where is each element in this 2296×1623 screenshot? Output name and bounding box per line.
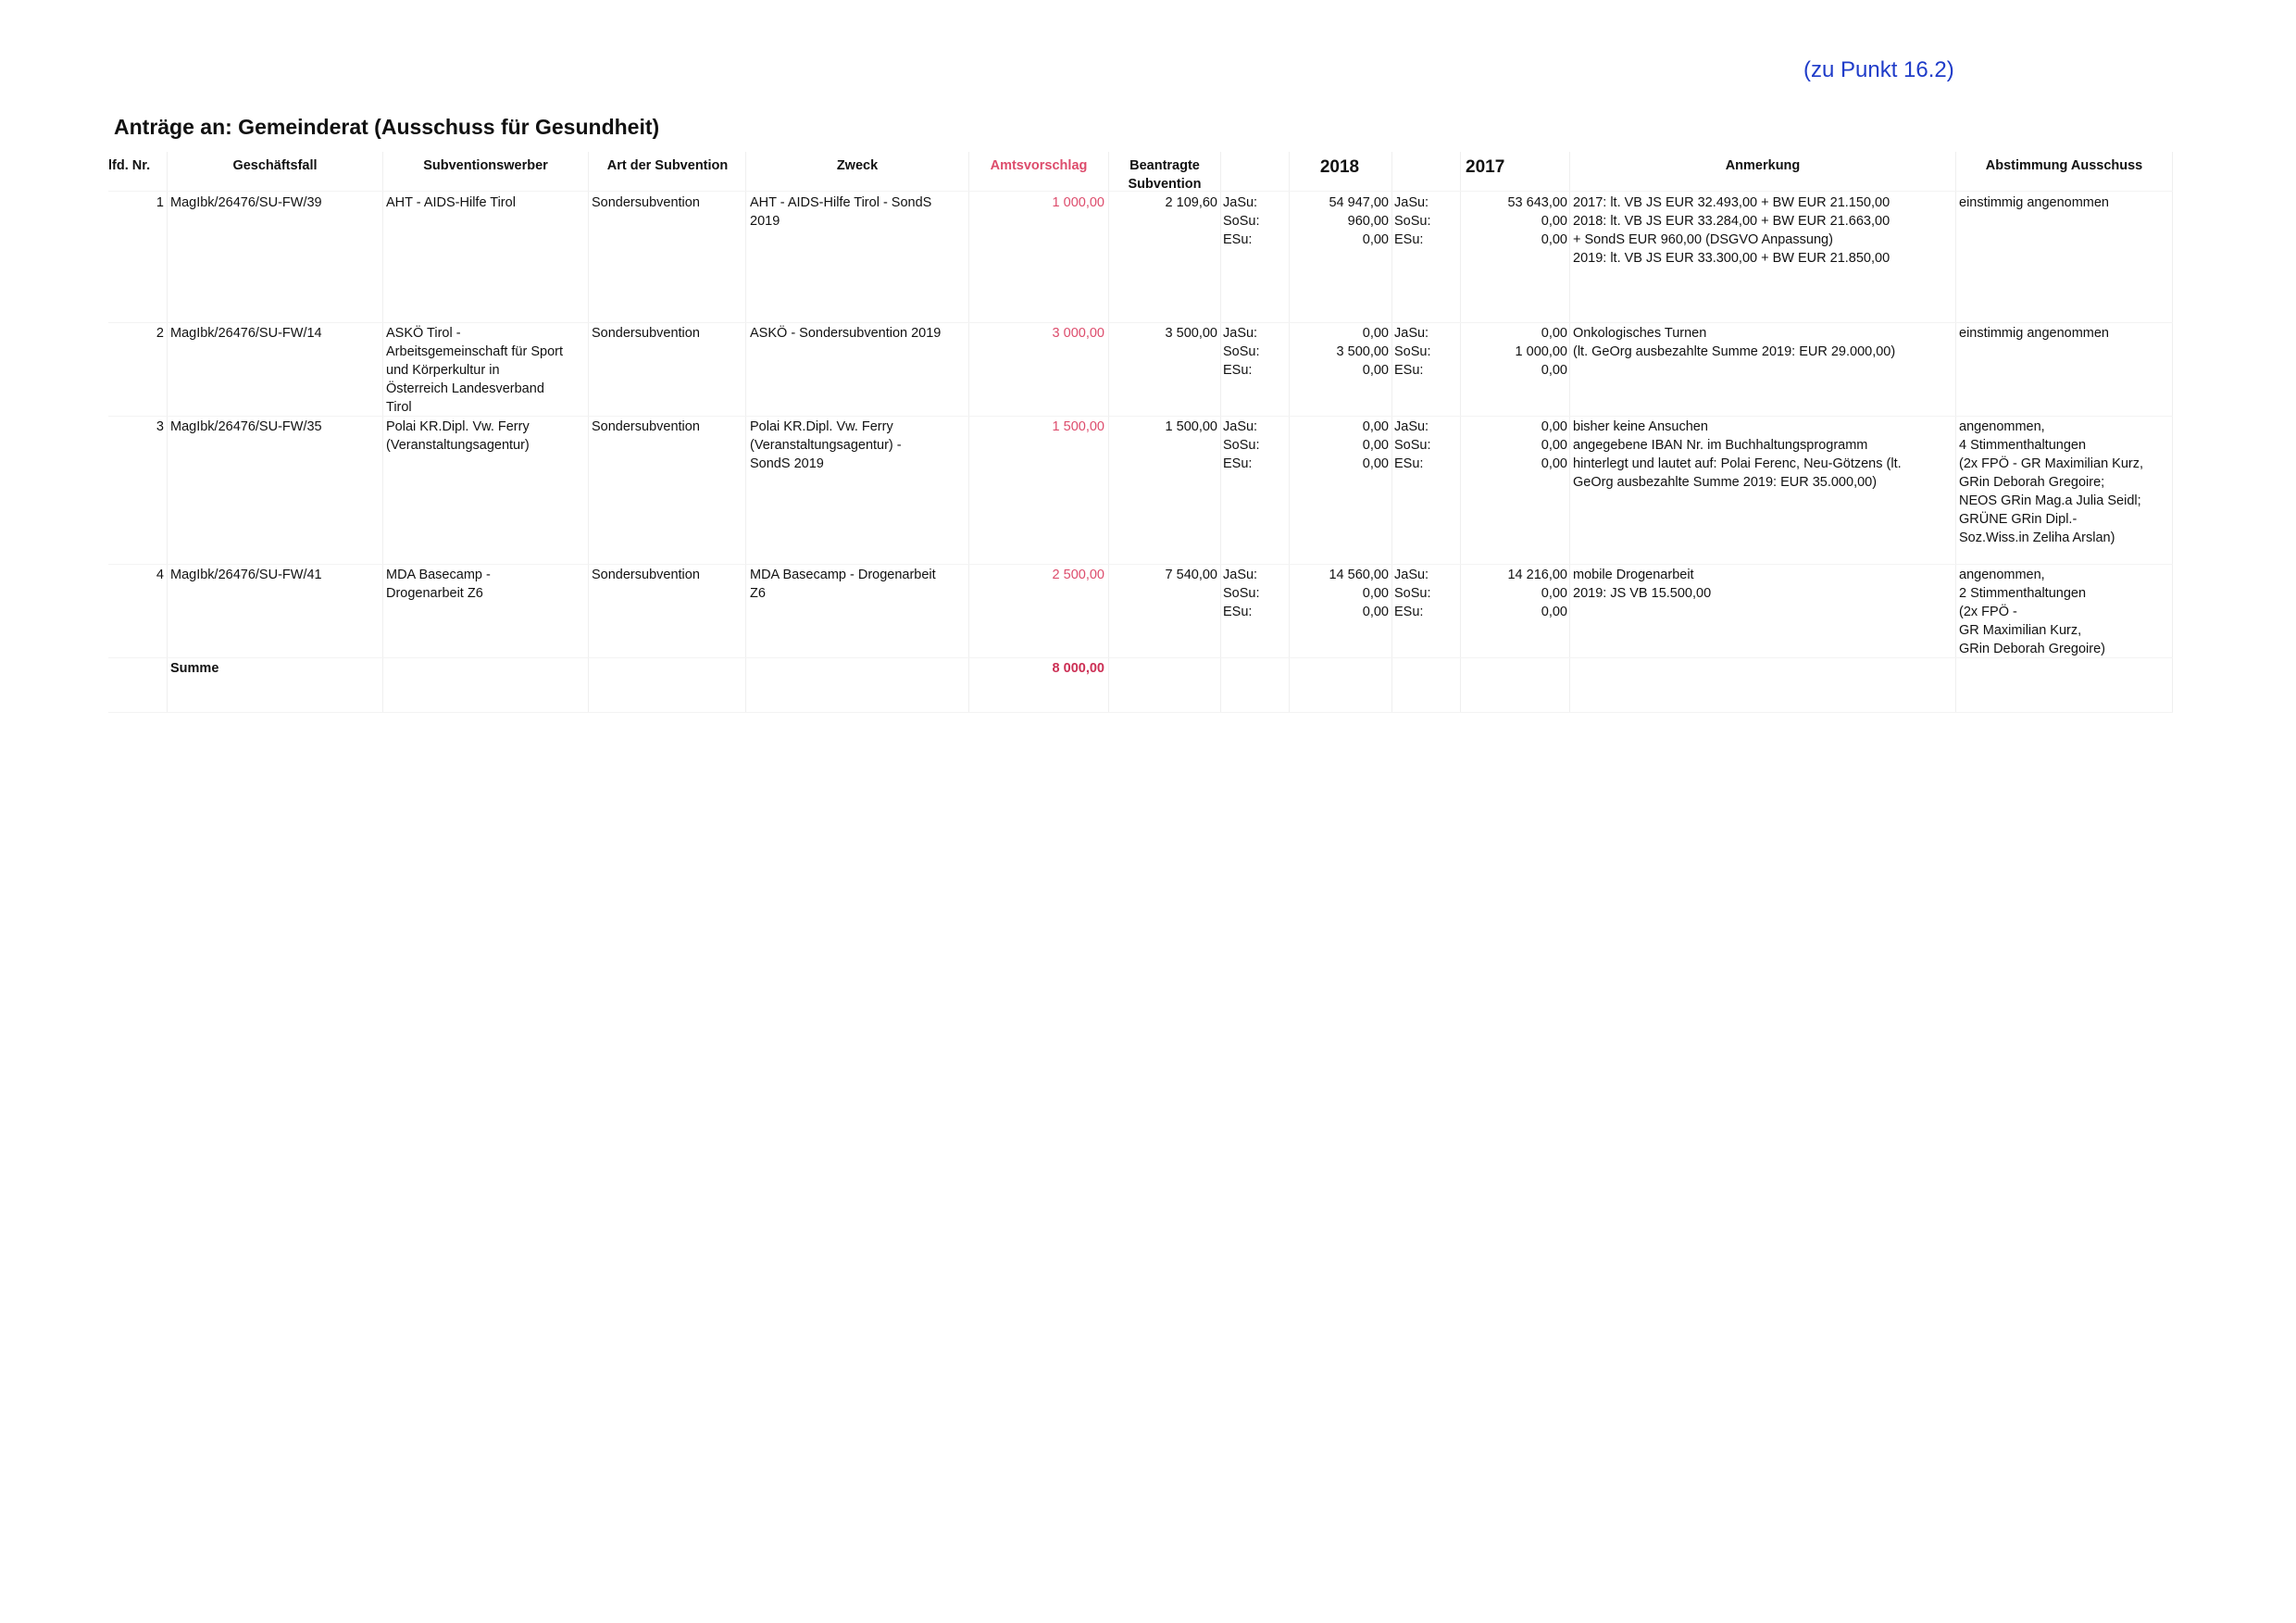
row-2018-labels: JaSu: SoSu: ESu: (1223, 326, 1260, 378)
row-type: Sondersubvention (592, 195, 700, 210)
row-2017-values: 14 216,00 0,00 0,00 (1507, 568, 1567, 619)
row-2018-values: 0,00 3 500,00 0,00 (1336, 326, 1389, 378)
row-2017-values: 53 643,00 0,00 0,00 (1507, 195, 1567, 247)
row-2017-values: 0,00 1 000,00 0,00 (1515, 326, 1567, 378)
row-vote: angenommen, 4 Stimmenthaltungen (2x FPÖ - GR Maximilian Kurz, GRin Deborah Gregoire; NEOS GRin Mag.a Julia Seidl; GRÜNE GRin Dipl.- Soz.Wiss.in Zeliha Arslan) (1959, 419, 2143, 545)
total-value: 8 000,00 (1052, 661, 1104, 676)
row-nr: 4 (156, 568, 164, 582)
row-purpose: ASKÖ - Sondersubvention 2019 (750, 326, 942, 341)
grid-line (1220, 152, 1221, 713)
row-2018-labels: JaSu: SoSu: ESu: (1223, 419, 1260, 471)
header-purpose: Zweck (836, 158, 879, 173)
row-proposal: 1 000,00 (1052, 195, 1104, 210)
row-nr: 2 (156, 326, 164, 341)
row-2017-labels: JaSu: SoSu: ESu: (1394, 195, 1431, 247)
page-title: Anträge an: Gemeinderat (Ausschuss für Gesundheit) (114, 115, 660, 139)
row-purpose: MDA Basecamp - Drogenarbeit Z6 (750, 568, 936, 601)
row-requested: 2 109,60 (1165, 195, 1217, 210)
row-2018-labels: JaSu: SoSu: ESu: (1223, 195, 1260, 247)
row-2017-values: 0,00 0,00 0,00 (1541, 419, 1567, 471)
header-vote: Abstimmung Ausschuss (1985, 158, 2143, 173)
header-requested: Beantragte Subvention (1128, 158, 1202, 192)
row-applicant: ASKÖ Tirol - Arbeitsgemeinschaft für Sport und Körperkultur in Österreich Landesverband Tirol (386, 326, 564, 415)
row-applicant: MDA Basecamp - Drogenarbeit Z6 (386, 568, 491, 601)
row-remark: mobile Drogenarbeit 2019: JS VB 15.500,00 (1573, 568, 1712, 601)
row-type: Sondersubvention (592, 326, 700, 341)
grid-line (108, 657, 2173, 658)
row-2017-labels: JaSu: SoSu: ESu: (1394, 419, 1431, 471)
row-case: MagIbk/26476/SU-FW/39 (170, 195, 322, 210)
header-year-2018: 2018 (1319, 157, 1360, 177)
grid-line (745, 152, 746, 713)
row-proposal: 2 500,00 (1052, 568, 1104, 582)
row-vote: angenommen, 2 Stimmenthaltungen (2x FPÖ - GR Maximilian Kurz, GRin Deborah Gregoire) (1959, 568, 2105, 656)
row-proposal: 3 000,00 (1052, 326, 1104, 341)
row-applicant: Polai KR.Dipl. Vw. Ferry (Veranstaltungsagentur) (386, 419, 530, 453)
header-case: Geschäftsfall (232, 158, 318, 173)
grid-line (588, 152, 589, 713)
row-purpose: AHT - AIDS-Hilfe Tirol - SondS 2019 (750, 195, 932, 229)
grid-line (1391, 152, 1392, 713)
header-year-2017: 2017 (1466, 157, 1505, 177)
row-requested: 7 540,00 (1165, 568, 1217, 582)
row-requested: 1 500,00 (1165, 419, 1217, 434)
row-type: Sondersubvention (592, 419, 700, 434)
row-nr: 3 (156, 419, 164, 434)
row-requested: 3 500,00 (1165, 326, 1217, 341)
row-case: MagIbk/26476/SU-FW/35 (170, 419, 322, 434)
row-2017-labels: JaSu: SoSu: ESu: (1394, 326, 1431, 378)
row-2018-values: 54 947,00 960,00 0,00 (1329, 195, 1389, 247)
header-type: Art der Subvention (606, 158, 729, 173)
row-case: MagIbk/26476/SU-FW/14 (170, 326, 322, 341)
grid-line (108, 712, 2173, 713)
header-applicant: Subventionswerber (423, 158, 548, 173)
grid-line (382, 152, 383, 713)
grid-line (108, 322, 2173, 323)
row-case: MagIbk/26476/SU-FW/41 (170, 568, 322, 582)
row-remark: Onkologisches Turnen (lt. GeOrg ausbezahlte Summe 2019: EUR 29.000,00) (1573, 326, 1896, 359)
grid-line (108, 564, 2173, 565)
row-2018-values: 0,00 0,00 0,00 (1362, 419, 1389, 471)
grid-line (2172, 152, 2173, 713)
row-type: Sondersubvention (592, 568, 700, 582)
row-2018-labels: JaSu: SoSu: ESu: (1223, 568, 1260, 619)
header-nr: lfd. Nr. (108, 158, 151, 173)
row-nr: 1 (156, 195, 164, 210)
row-remark: bisher keine Ansuchen angegebene IBAN Nr. im Buchhaltungsprogramm hinterlegt und lautet auf: Polai Ferenc, Neu-Götzens (lt. GeOrg ausbezahlte Summe 2019: EUR 35.000,00) (1573, 419, 1902, 490)
row-proposal: 1 500,00 (1052, 419, 1104, 434)
row-2018-values: 14 560,00 0,00 0,00 (1329, 568, 1389, 619)
row-applicant: AHT - AIDS-Hilfe Tirol (386, 195, 516, 210)
row-purpose: Polai KR.Dipl. Vw. Ferry (Veranstaltungsagentur) - SondS 2019 (750, 419, 902, 471)
row-remark: 2017: lt. VB JS EUR 32.493,00 + BW EUR 21.150,00 2018: lt. VB JS EUR 33.284,00 + BW EUR 21.663,00 + SondS EUR 960,00 (DSGVO Anpassung) 2019: lt. VB JS EUR 33.300,00 + BW EUR 21.850,00 (1573, 195, 1890, 266)
agenda-item-reference: (zu Punkt 16.2) (1803, 57, 1954, 82)
total-label: Summe (170, 661, 219, 676)
header-proposal: Amtsvorschlag (990, 158, 1088, 173)
row-2017-labels: JaSu: SoSu: ESu: (1394, 568, 1431, 619)
row-vote: einstimmig angenommen (1959, 326, 2109, 341)
row-vote: einstimmig angenommen (1959, 195, 2109, 210)
header-remark: Anmerkung (1725, 158, 1801, 173)
grid-line (1955, 152, 1956, 713)
grid-line (167, 152, 168, 713)
subsidy-table (108, 152, 2173, 713)
grid-line (1569, 152, 1570, 713)
